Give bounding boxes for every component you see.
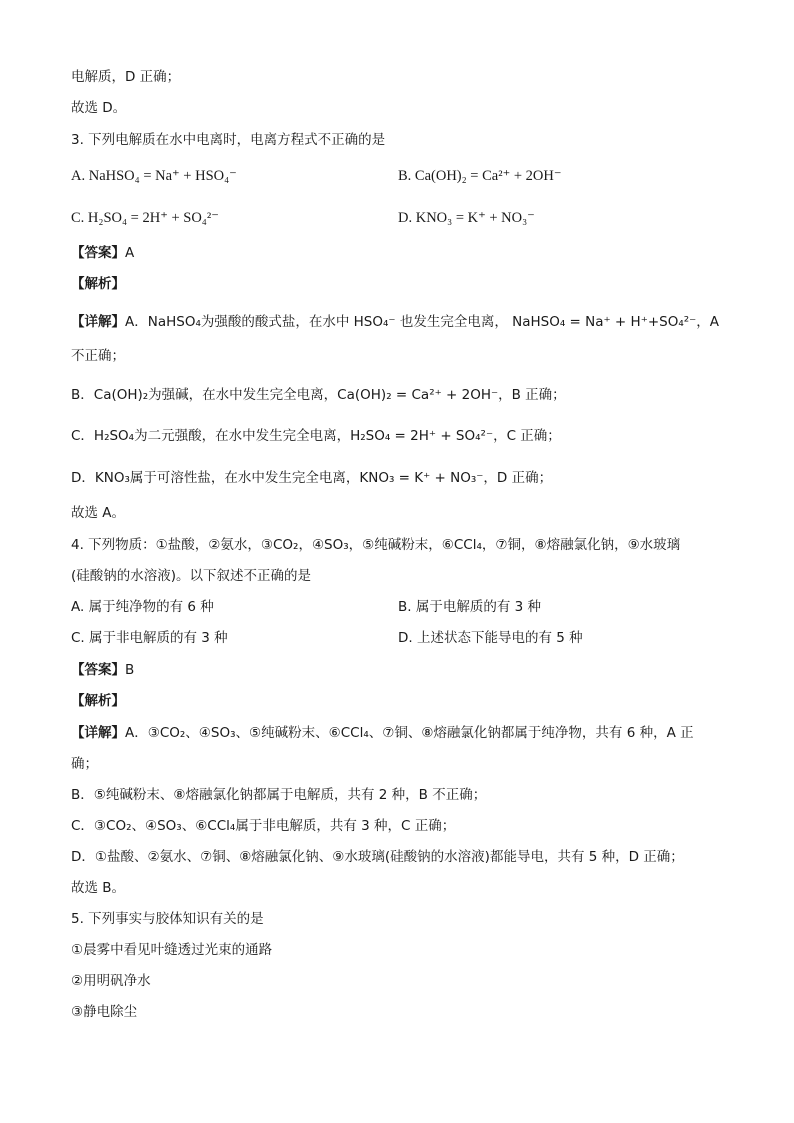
text-line: 故选 D。 bbox=[71, 100, 127, 116]
q3-analysis-tag: 【解析】 bbox=[71, 276, 125, 292]
q3-option-d: D. KNO₃ = K⁺ + NO₃⁻ bbox=[398, 210, 535, 226]
q5-item-2: ②用明矾净水 bbox=[71, 973, 151, 989]
detail-tag: 【详解】 bbox=[71, 314, 125, 330]
question-5-stem: 5. 下列事实与胶体知识有关的是 bbox=[71, 911, 264, 927]
q5-item-1: ①晨雾中看见叶缝透过光束的通路 bbox=[71, 942, 273, 958]
q3-detail-c: C．H₂SO₄为二元强酸，在水中发生完全电离，H₂SO₄ = 2H⁺ + SO₄²⁻，C 正确； bbox=[71, 428, 561, 444]
q3-option-a: A. NaHSO₄ = Na⁺ + HSO₄⁻ bbox=[71, 168, 237, 184]
q4-detail-c: C．③CO₂、④SO₃、⑥CCl₄属于非电解质，共有 3 种，C 正确； bbox=[71, 818, 456, 834]
q4-option-c: C. 属于非电解质的有 3 种 bbox=[71, 630, 228, 646]
question-3-stem: 3. 下列电解质在水中电离时，电离方程式不正确的是 bbox=[71, 132, 386, 148]
q3-option-b: B. Ca(OH)₂ = Ca²⁺ + 2OH⁻ bbox=[398, 168, 562, 184]
q4-option-a: A. 属于纯净物的有 6 种 bbox=[71, 599, 214, 615]
q4-option-b: B. 属于电解质的有 3 种 bbox=[398, 599, 542, 615]
q3-detail-b: B．Ca(OH)₂为强碱，在水中发生完全电离，Ca(OH)₂ = Ca²⁺ + 2OH⁻，B 正确； bbox=[71, 387, 566, 403]
q3-option-c: C. H₂SO₄ = 2H⁺ + SO₄²⁻ bbox=[71, 210, 219, 226]
text-line: 电解质，D 正确； bbox=[71, 69, 181, 85]
q4-option-d: D. 上述状态下能导电的有 5 种 bbox=[398, 630, 583, 646]
q4-detail-a bbox=[71, 724, 694, 742]
q3-detail-d: D．KNO₃属于可溶性盐，在水中发生完全电离，KNO₃ = K⁺ + NO₃⁻，D 正确； bbox=[71, 470, 553, 486]
detail-text: A．③CO₂、④SO₃、⑤纯碱粉末、⑥CCl₄、⑦铜、⑧熔融氯化钠都属于纯净物，共有 6 种，A 正 bbox=[125, 725, 694, 741]
q4-detail-b: B．⑤纯碱粉末、⑧熔融氯化钠都属于电解质，共有 2 种，B 不正确； bbox=[71, 787, 487, 803]
q3-answer bbox=[71, 244, 134, 262]
text-line: 不正确； bbox=[71, 348, 125, 364]
q4-analysis-tag: 【解析】 bbox=[71, 693, 125, 709]
question-4-stem: 4. 下列物质：①盐酸，②氨水，③CO₂，④SO₃，⑤纯碱粉末，⑥CCl₄，⑦铜，⑧熔融氯化钠，⑨水玻璃 bbox=[71, 537, 681, 553]
q4-select: 故选 B。 bbox=[71, 880, 126, 896]
answer-value: B bbox=[125, 662, 135, 678]
q4-answer bbox=[71, 661, 134, 679]
q3-select: 故选 A。 bbox=[71, 505, 126, 521]
q5-item-3: ③静电除尘 bbox=[71, 1004, 138, 1020]
question-4-stem-cont: (硅酸钠的水溶液)。以下叙述不正确的是 bbox=[71, 568, 312, 584]
answer-value: A bbox=[125, 245, 135, 261]
detail-text: A．NaHSO₄为强酸的酸式盐，在水中 HSO₄⁻ 也发生完全电离， NaHSO₄ = Na⁺ + H⁺+SO₄²⁻，A bbox=[125, 314, 720, 330]
q3-detail-a bbox=[71, 313, 719, 331]
text-line: 确； bbox=[71, 756, 98, 772]
answer-tag: 【答案】 bbox=[71, 662, 125, 678]
detail-tag: 【详解】 bbox=[71, 725, 125, 741]
q4-detail-d: D．①盐酸、②氨水、⑦铜、⑧熔融氯化钠、⑨水玻璃(硅酸钠的水溶液)都能导电，共有 5 种，D 正确； bbox=[71, 849, 684, 865]
answer-tag: 【答案】 bbox=[71, 245, 125, 261]
